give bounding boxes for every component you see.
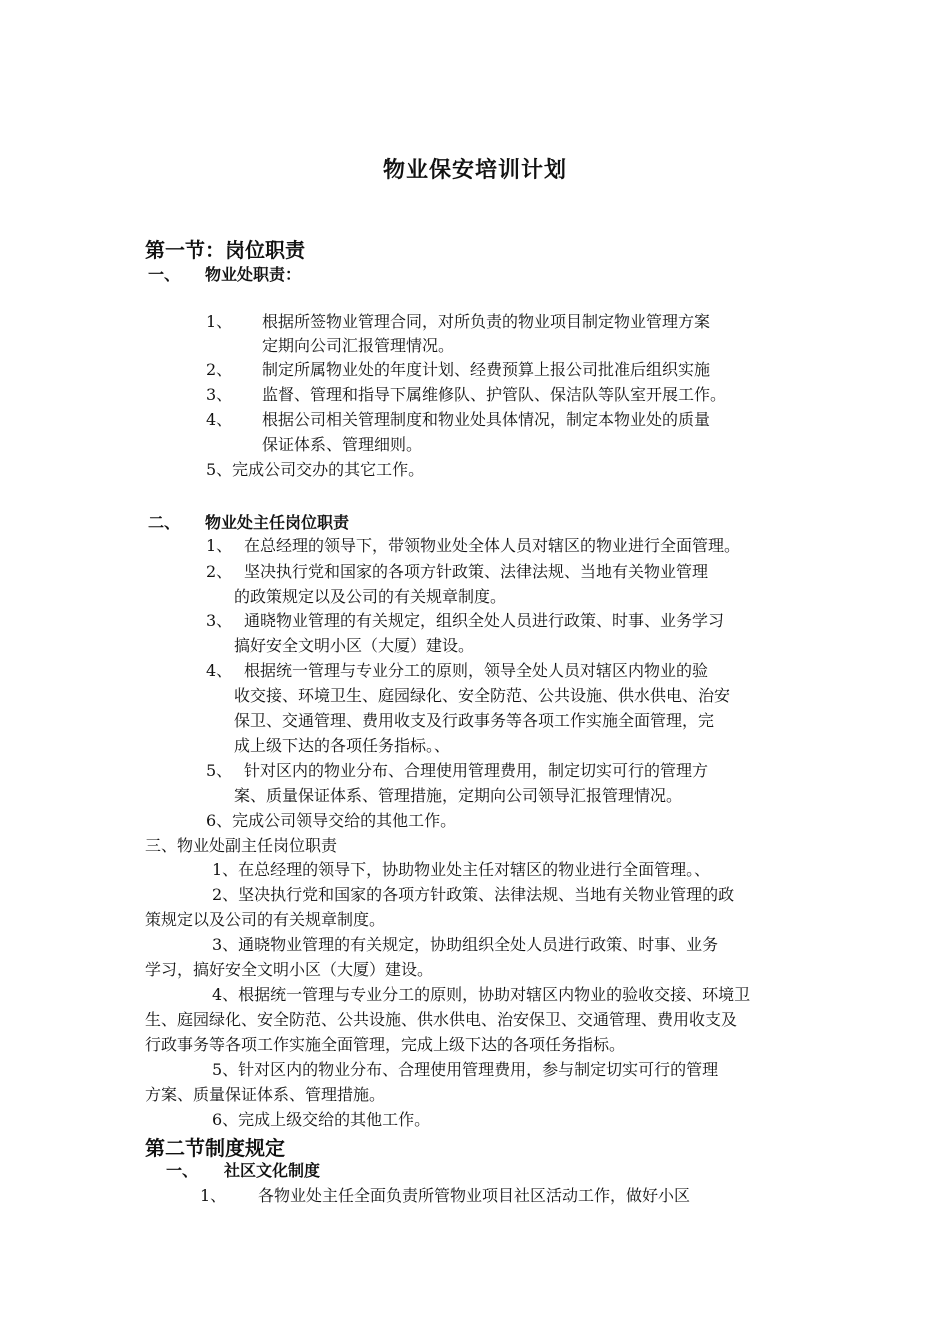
list-item-text: 保证体系、管理细则。	[262, 435, 423, 454]
part-label: 物业处主任岗位职责	[205, 513, 350, 532]
section-heading: 第一节：岗位职责	[145, 238, 305, 262]
part-label: 社区文化制度	[224, 1161, 321, 1180]
part-label: 三、物业处副主任岗位职责	[145, 836, 338, 855]
part-number: 二、	[148, 513, 181, 532]
list-item-number: 1、	[200, 1186, 227, 1205]
list-item-text: 保卫、交通管理、费用收支及行政事务等各项工作实施全面管理，完	[234, 711, 715, 730]
paragraph-line: 4、根据统一管理与专业分工的原则，协助对辖区内物业的验收交接、环境卫	[212, 985, 751, 1004]
list-item-text: 定期向公司汇报管理情况。	[262, 336, 455, 355]
paragraph-line: 行政事务等各项工作实施全面管理，完成上级下达的各项任务指标。	[145, 1035, 626, 1054]
list-item-number: 4、	[206, 661, 233, 680]
list-item-text: 通晓物业管理的有关规定，组织全处人员进行政策、时事、业务学习	[244, 611, 725, 630]
section-heading: 第二节制度规定	[145, 1136, 285, 1160]
list-item-number: 2、	[206, 562, 233, 581]
paragraph-line: 2、坚决执行党和国家的各项方针政策、法律法规、当地有关物业管理的政	[212, 885, 735, 904]
list-item-number: 3、	[206, 611, 233, 630]
list-item-number: 3、	[206, 385, 233, 404]
list-item-text: 各物业处主任全面负责所管物业项目社区活动工作，做好小区	[258, 1186, 691, 1205]
list-item-number: 1、	[206, 312, 233, 331]
paragraph-line: 生、庭园绿化、安全防范、公共设施、供水供电、治安保卫、交通管理、费用收支及	[145, 1010, 738, 1029]
list-item-text: 针对区内的物业分布、合理使用管理费用，制定切实可行的管理方	[244, 761, 709, 780]
list-item-text: 5、完成公司交办的其它工作。	[206, 460, 425, 479]
list-item-text: 制定所属物业处的年度计划、经费预算上报公司批准后组织实施	[262, 360, 711, 379]
paragraph-line: 1、在总经理的领导下，协助物业处主任对辖区的物业进行全面管理。、	[212, 860, 711, 879]
list-item-text: 案、质量保证体系、管理措施，定期向公司领导汇报管理情况。	[234, 786, 683, 805]
paragraph-line: 6、完成上级交给的其他工作。	[212, 1110, 431, 1129]
list-item-text: 成上级下达的各项任务指标。、	[234, 736, 451, 755]
list-item-text: 的政策规定以及公司的有关规章制度。	[234, 587, 507, 606]
part-number: 一、	[148, 265, 181, 284]
list-item-text: 根据公司相关管理制度和物业处具体情况，制定本物业处的质量	[262, 410, 711, 429]
list-item-number: 2、	[206, 360, 233, 379]
list-item-text: 根据统一管理与专业分工的原则，领导全处人员对辖区内物业的验	[244, 661, 709, 680]
list-item-text: 坚决执行党和国家的各项方针政策、法律法规、当地有关物业管理	[244, 562, 709, 581]
list-item-number: 1、	[206, 536, 233, 555]
list-item-text: 收交接、环境卫生、庭园绿化、安全防范、公共设施、供水供电、治安	[234, 686, 731, 705]
paragraph-line: 策规定以及公司的有关规章制度。	[145, 910, 386, 929]
part-number: 一、	[166, 1161, 199, 1180]
list-item-number: 4、	[206, 410, 233, 429]
paragraph-line: 5、针对区内的物业分布、合理使用管理费用，参与制定切实可行的管理	[212, 1060, 719, 1079]
paragraph-line: 方案、质量保证体系、管理措施。	[145, 1085, 386, 1104]
list-item-text: 搞好安全文明小区（大厦）建设。	[234, 636, 475, 655]
list-item-number: 5、	[206, 761, 233, 780]
list-item-text: 在总经理的领导下，带领物业处全体人员对辖区的物业进行全面管理。	[244, 536, 741, 555]
paragraph-line: 3、通晓物业管理的有关规定，协助组织全处人员进行政策、时事、业务	[212, 935, 719, 954]
paragraph-line: 学习，搞好安全文明小区（大厦）建设。	[145, 960, 434, 979]
list-item-text: 监督、管理和指导下属维修队、护管队、保洁队等队室开展工作。	[262, 385, 727, 404]
list-item-text: 根据所签物业管理合同，对所负责的物业项目制定物业管理方案	[262, 312, 711, 331]
document-title: 物业保安培训计划	[382, 158, 567, 183]
part-label: 物业处职责：	[205, 265, 302, 284]
list-item-text: 6、完成公司领导交给的其他工作。	[206, 811, 457, 830]
